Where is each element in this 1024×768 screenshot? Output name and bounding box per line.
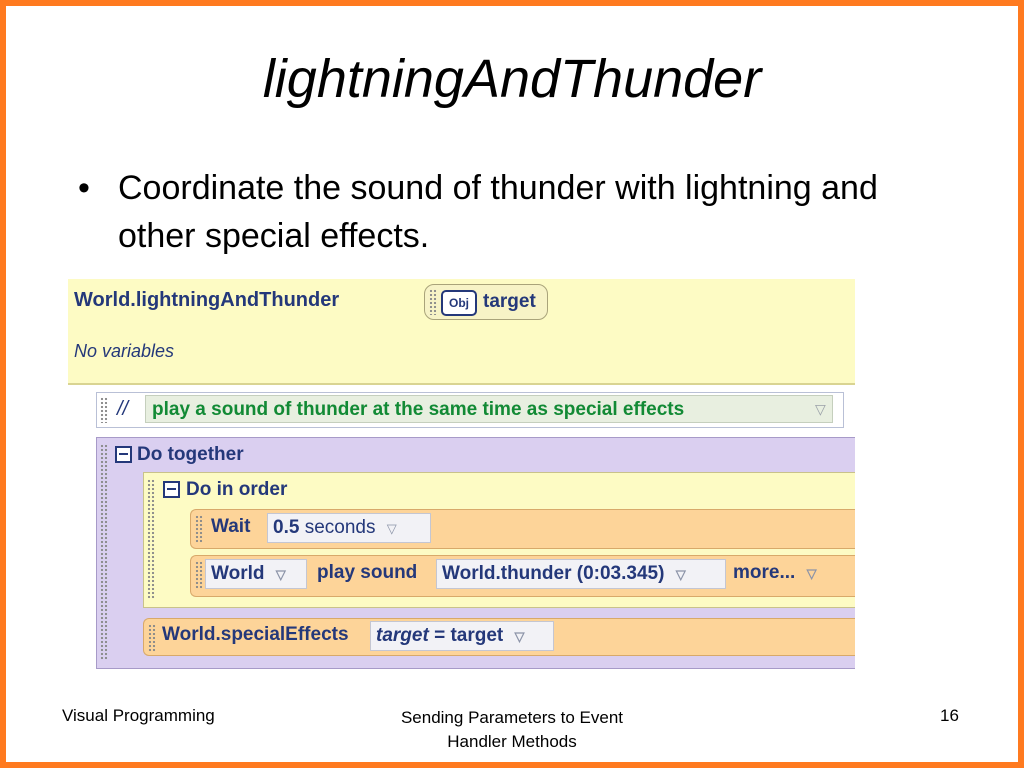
footer-center-line2: Handler Methods xyxy=(447,732,577,751)
wait-duration-dropdown[interactable] xyxy=(267,513,431,543)
dropdown-arrow-icon: ▽ xyxy=(275,567,286,582)
wait-label: Wait xyxy=(211,516,251,537)
footer-center-line1: Sending Parameters to Event xyxy=(400,708,624,727)
play-sound-statement[interactable] xyxy=(190,555,855,597)
object-dropdown[interactable] xyxy=(205,559,307,589)
drag-handle-icon[interactable] xyxy=(100,444,108,660)
argument-value: = target xyxy=(434,625,504,646)
dropdown-arrow-icon: ▽ xyxy=(806,566,817,581)
drag-handle-icon[interactable] xyxy=(195,515,203,543)
bullet-text: Coordinate the sound of thunder with lightning and other special effects. xyxy=(118,169,878,255)
collapse-icon[interactable] xyxy=(163,481,180,498)
object-type-icon: Obj xyxy=(441,290,477,316)
collapse-icon[interactable] xyxy=(115,446,132,463)
alice-method-editor xyxy=(68,279,855,673)
dropdown-arrow-icon: ▽ xyxy=(386,521,397,536)
special-effects-statement[interactable] xyxy=(143,618,855,656)
page-number: 16 xyxy=(940,706,959,725)
method-name: World.lightningAndThunder xyxy=(74,289,340,311)
special-effects-call: World.specialEffects xyxy=(162,624,349,645)
slide-title: lightningAndThunder xyxy=(262,49,762,109)
dropdown-arrow-icon: ▽ xyxy=(514,629,525,644)
parameter-name: target xyxy=(483,291,536,312)
footer-center xyxy=(362,706,662,754)
drag-handle-icon[interactable] xyxy=(195,561,203,589)
dropdown-arrow-icon: ▽ xyxy=(675,567,686,582)
bullet-icon: • xyxy=(78,169,90,207)
do-in-order-block[interactable] xyxy=(143,472,855,608)
do-together-label: Do together xyxy=(137,444,244,465)
target-argument-dropdown[interactable] xyxy=(370,621,554,651)
drag-handle-icon[interactable] xyxy=(148,624,156,652)
method-header xyxy=(68,279,855,385)
do-in-order-label: Do in order xyxy=(186,479,288,500)
comment-prefix: // xyxy=(117,398,129,420)
dropdown-arrow-icon[interactable]: ▽ xyxy=(815,401,826,417)
drag-handle-icon[interactable] xyxy=(147,479,155,599)
parameter-tile[interactable] xyxy=(424,284,548,320)
drag-handle-icon[interactable] xyxy=(429,289,437,315)
footer-left: Visual Programming xyxy=(62,706,215,725)
wait-value: 0.5 xyxy=(273,517,300,538)
argument-name: target xyxy=(376,625,429,646)
sound-object: World xyxy=(211,563,265,584)
do-together-block[interactable] xyxy=(96,437,855,669)
more-button[interactable] xyxy=(733,562,817,584)
wait-statement[interactable] xyxy=(190,509,855,549)
drag-handle-icon[interactable] xyxy=(100,397,108,423)
comment-statement[interactable] xyxy=(96,392,844,428)
wait-unit: seconds xyxy=(304,517,376,538)
sound-file-dropdown[interactable] xyxy=(436,559,726,589)
more-label: more... xyxy=(733,562,796,583)
comment-text[interactable]: play a sound of thunder at the same time as special effects xyxy=(145,395,833,423)
no-variables-label: No variables xyxy=(74,341,175,361)
play-sound-label: play sound xyxy=(317,562,418,583)
sound-file: World.thunder (0:03.345) xyxy=(442,563,665,584)
